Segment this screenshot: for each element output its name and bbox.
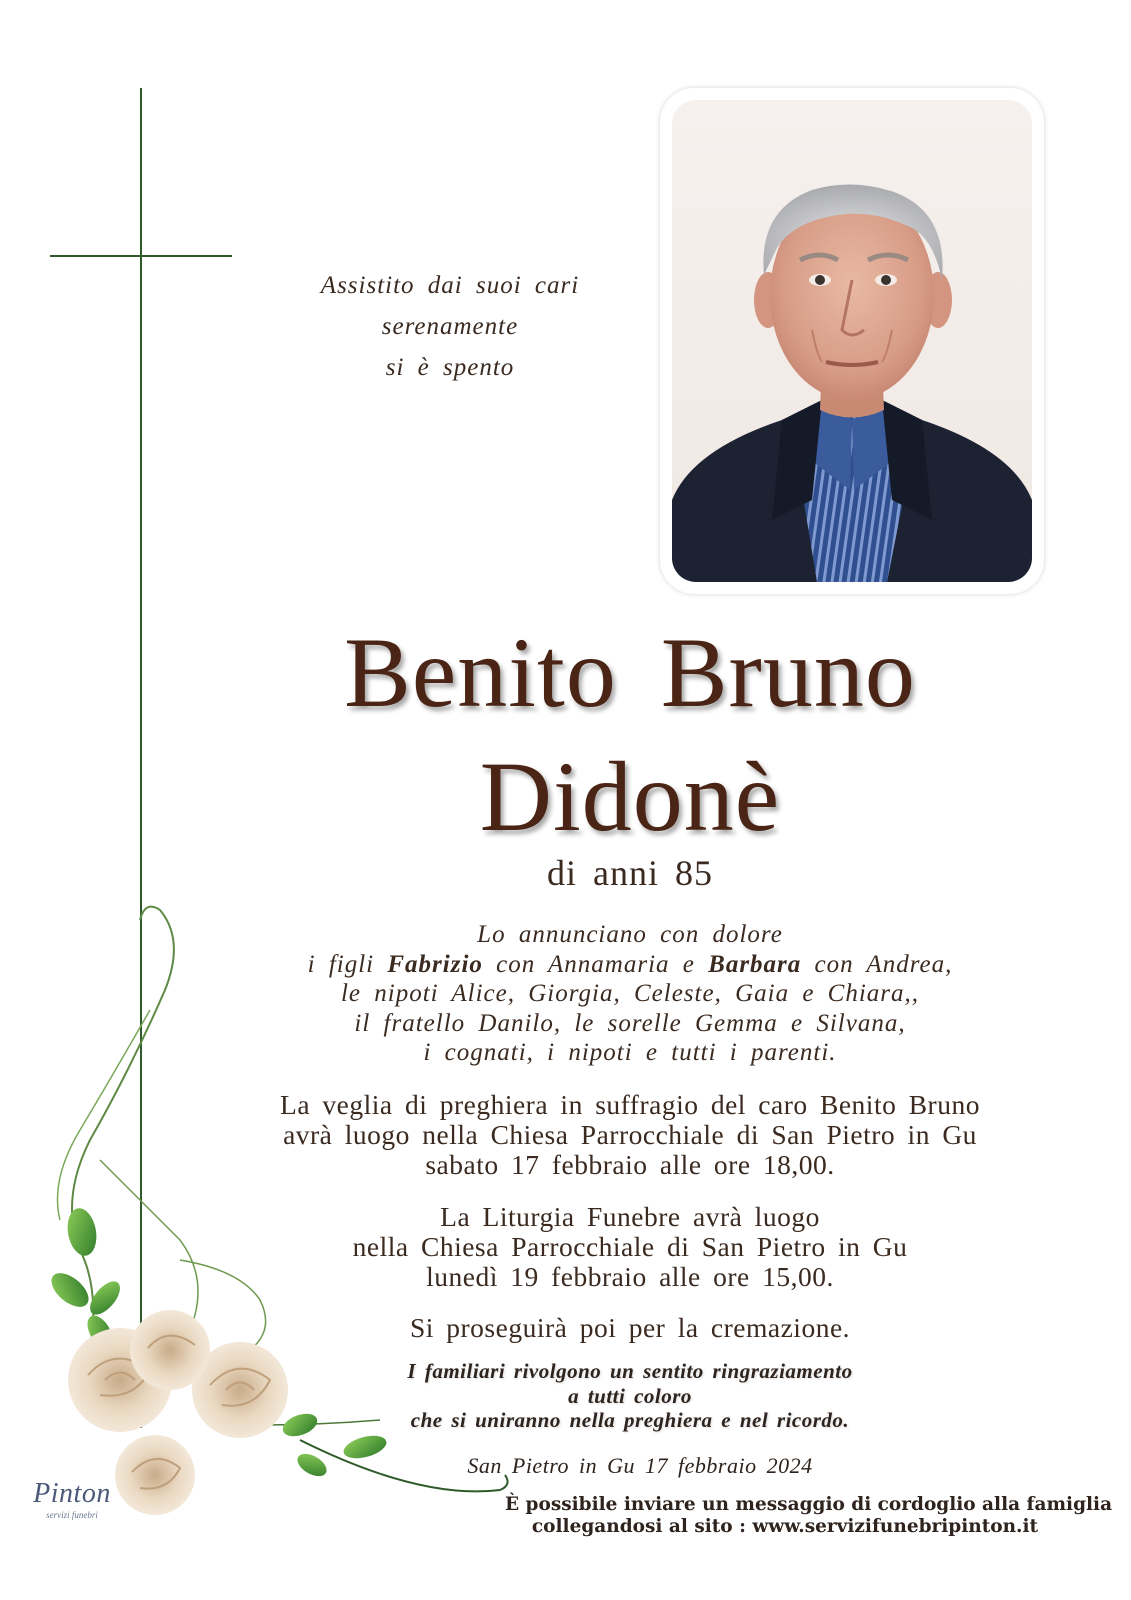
announcement-child-1: Fabrizio [387,950,483,978]
announcement-line-2-suffix: con Andrea, [801,950,953,978]
intro-line-2: serenamente [381,313,519,340]
footer-line-2: collegandosi al sito : www.servizifunebripinton.it [531,1516,1039,1537]
portrait-illustration [672,100,1032,582]
vigil-line-1: La veglia di preghiera in suffragio del caro Benito Bruno [280,1089,980,1120]
pinton-logo [20,1472,124,1530]
portrait-photo [672,100,1032,582]
portrait-frame [660,88,1044,594]
announcement-line-2-mid: con Annamaria e [482,950,709,978]
logo-name: Pinton [33,1478,111,1509]
cross-horizontal-bar [50,255,232,257]
cremation-line: Si proseguirà poi per la cremazione. [409,1312,851,1343]
announcement-line-5: i cognati, i nipoti e tutti i parenti. [423,1039,837,1066]
deceased-name-line-1: Benito Bruno [344,617,916,728]
thanks-line-1: I familiari rivolgono un sentito ringraziamento [407,1359,853,1383]
place-and-date: San Pietro in Gu 17 febbraio 2024 [467,1453,813,1478]
liturgy-line-1: La Liturgia Funebre avrà luogo [440,1201,820,1232]
thanks-line-3: che si uniranno nella preghiera e nel ricordo. [410,1408,850,1432]
vigil-line-3: sabato 17 febbraio alle ore 18,00. [425,1149,835,1180]
announcement-line-4: il fratello Danilo, le sorelle Gemma e Silvana, [354,1009,906,1037]
deceased-age: di anni 85 [547,853,713,893]
intro-line-3: si è spento [385,354,515,381]
condolence-footer [505,1494,1113,1538]
intro-line-1: Assistito dai suoi cari [320,272,580,299]
footer-line-1: È possibile inviare un messaggio di cordoglio alla famiglia [505,1494,1113,1515]
announcement-line-1: Lo annunciano con dolore [477,921,783,948]
announcement-line-2-prefix: i figli [307,950,388,978]
liturgy-line-2: nella Chiesa Parrocchiale di San Pietro in Gu [352,1231,908,1262]
liturgy-line-3: lunedì 19 febbraio alle ore 15,00. [426,1261,834,1292]
thanks-line-2: a tutti coloro [568,1383,692,1408]
deceased-name-line-2: Didonè [479,741,781,852]
announcement-line-3: le nipoti Alice, Giorgia, Celeste, Gaia e Chiara,, [340,980,920,1007]
vigil-line-2: avrà luogo nella Chiesa Parrocchiale di San Pietro in Gu [283,1119,977,1150]
intro-text [270,265,630,388]
logo-tagline: servizi funebri [46,1510,98,1520]
announcement-child-2: Barbara [708,950,802,978]
